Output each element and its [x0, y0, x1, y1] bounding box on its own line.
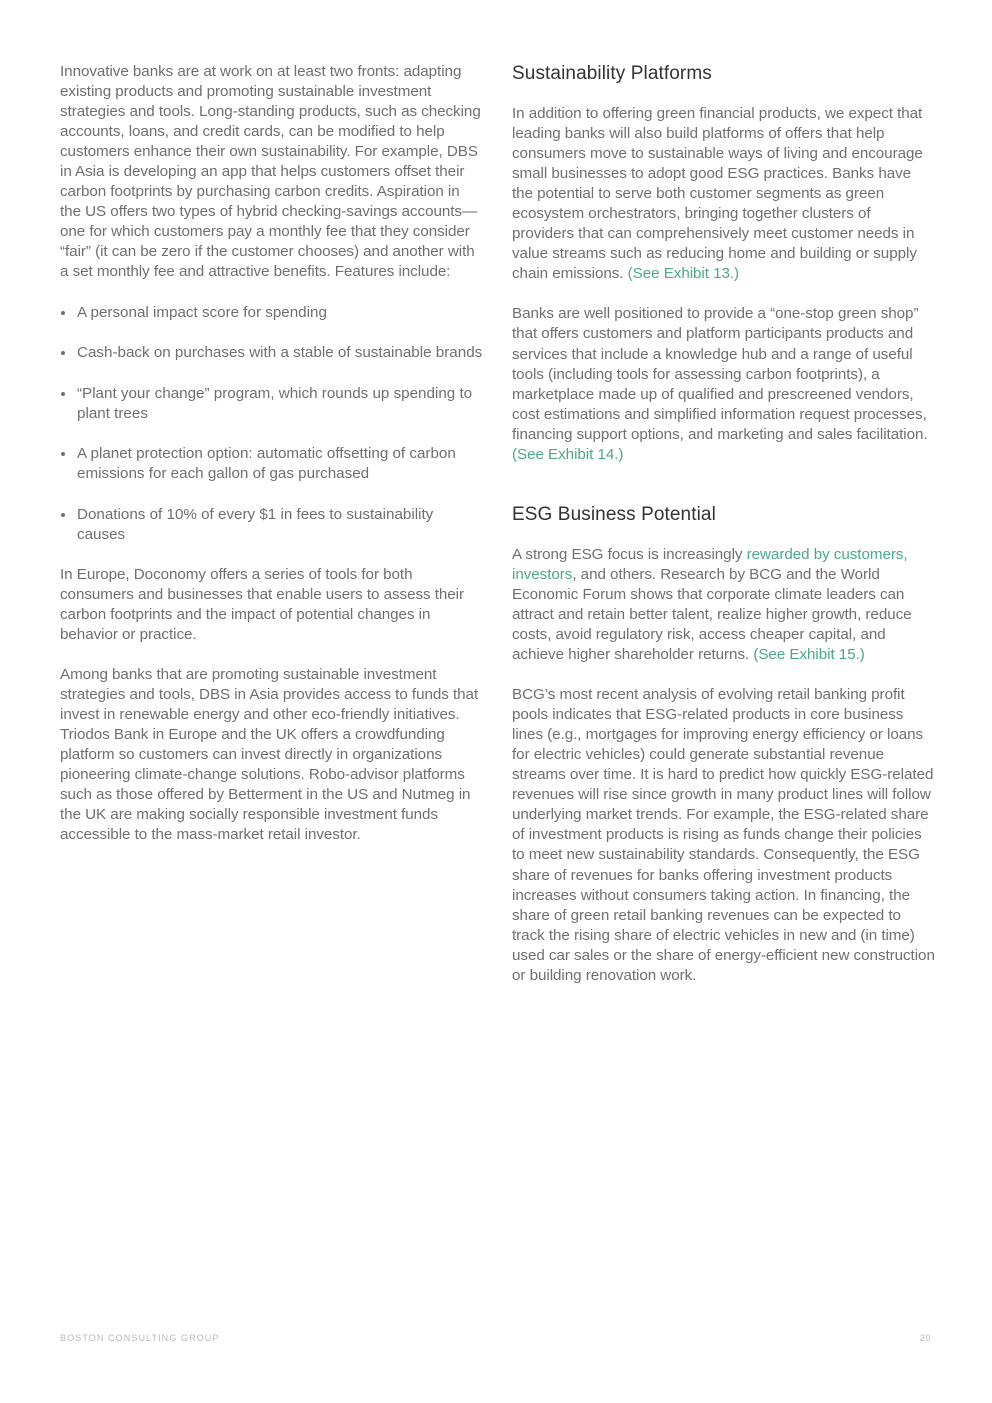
list-item-text: “Plant your change” program, which rounds up spending to plant trees — [77, 384, 473, 422]
bullet-icon — [61, 452, 65, 456]
platforms-paragraph-2 — [512, 304, 936, 464]
bullet-icon — [61, 311, 65, 315]
exhibit-15-link[interactable]: (See Exhibit 15.) — [753, 646, 865, 664]
intro-paragraph: Innovative banks are at work on at least two fronts: adapting existing products and promoting sustainable investment strategies and tools. Long-standing products, such as checking accounts, loans, and credit cards, can be modified to help customers enhance their own sustainability. For example, DBS in Asia is developing an app that helps customers offset their carbon footprints by purchasing carbon credits. Aspiration in the US offers two types of hybrid checking-savings accounts—one for which customers pay a monthly fee that they consider “fair” (it can be zero if the customer chooses) and another with a set monthly fee and attractive benefits. Features include: — [60, 63, 481, 281]
platforms-paragraph-2-text: Banks are well positioned to provide a “one-stop green shop” that offers customers and platform participants products and services that include a knowledge hub and a range of useful tools (including tools for assessing carbon footprints), a marketplace made up of qualified and prescreened vendors, cost estimations and simplified information request processes, financing support options, and marketing and sales facilitation. — [512, 305, 928, 443]
platforms-paragraph-1 — [512, 104, 936, 284]
list-item-text: Cash-back on purchases with a stable of sustainable brands — [77, 344, 483, 362]
exhibit-14-link[interactable]: (See Exhibit 14.) — [512, 445, 624, 463]
rewarded-by-customers-link[interactable]: rewarded by customers, investors — [512, 545, 908, 583]
esg-business-potential-heading: ESG Business Potential — [512, 503, 716, 525]
list-item — [60, 343, 484, 363]
europe-paragraph: In Europe, Doconomy offers a series of tools for both consumers and businesses that enable users to assess their carbon footprints and the impact of potential changes in behavior or practice. — [60, 565, 465, 644]
esg-paragraph-1-lead: A strong ESG focus is increasingly — [512, 545, 747, 563]
left-column — [60, 62, 484, 846]
banks-investment-paragraph: Among banks that are promoting sustainable investment strategies and tools, DBS in Asia provides access to funds that invest in renewable energy and other eco-friendly initiatives. Triodos Bank in Europe and the UK offers a crowdfunding platform so customers can invest directly in organizations pioneering climate-change solutions. Robo-advisor platforms such as those offered by Betterment in the US and Nutmeg in the UK are making socially responsible investment funds accessible to the mass-market retail investor. — [60, 666, 479, 844]
list-item — [60, 384, 484, 424]
esg-paragraph-1 — [512, 545, 936, 665]
list-item — [60, 444, 484, 484]
list-item-text: Donations of 10% of every $1 in fees to sustainability causes — [77, 505, 434, 543]
list-item-text: A planet protection option: automatic offsetting of carbon emissions for each gallon of gas purchased — [77, 445, 456, 483]
bullet-icon — [61, 351, 65, 355]
sustainability-platforms-heading: Sustainability Platforms — [512, 63, 712, 84]
right-column — [512, 62, 936, 986]
page-number: 20 — [919, 1333, 931, 1343]
bullet-icon — [61, 392, 65, 396]
list-item — [60, 505, 484, 545]
list-item-text: A personal impact score for spending — [77, 303, 327, 321]
exhibit-13-link[interactable]: (See Exhibit 13.) — [627, 265, 740, 283]
footer-publisher: BOSTON CONSULTING GROUP — [60, 1333, 220, 1343]
esg-paragraph-2: BCG’s most recent analysis of evolving retail banking profit pools indicates that ESG-related products in core business lines (e.g., mortgages for improving energy efficiency or loans for electric vehicles) could generate substantial revenue streams over time. It is hard to predict how quickly ESG-related revenues will rise since growth in many product lines will follow underlying market trends. For example, the ESG-related share of investment products is rising as funds change their policies to meet new sustainability standards. Consequently, the ESG share of revenues for banks offering investment products increases without consumers taking action. In financing, the share of green retail banking revenues can be expected to track the rising share of electric vehicles in new and (in time) used car sales or the share of energy-efficient new construction or building renovation work. — [512, 686, 935, 984]
features-list — [60, 303, 484, 545]
esg-paragraph-1-body: , and others. Research by BCG and the World Economic Forum shows that corporate climate leaders can attract and retain better talent, realize higher growth, reduce costs, avoid regulatory risk, access cheaper capital, and achieve higher shareholder returns. — [512, 565, 912, 664]
bullet-icon — [61, 513, 65, 517]
platforms-paragraph-1-text: In addition to offering green financial products, we expect that leading banks will also build platforms of offers that help consumers move to sustainable ways of living and encourage small businesses to adopt good ESG practices. Banks have the potential to serve both customer segments as green ecosystem orchestrators, bringing together clusters of providers that can comprehensively meet customer needs in value streams such as reducing home and building or supply chain emissions. — [512, 105, 923, 283]
list-item — [60, 303, 484, 323]
